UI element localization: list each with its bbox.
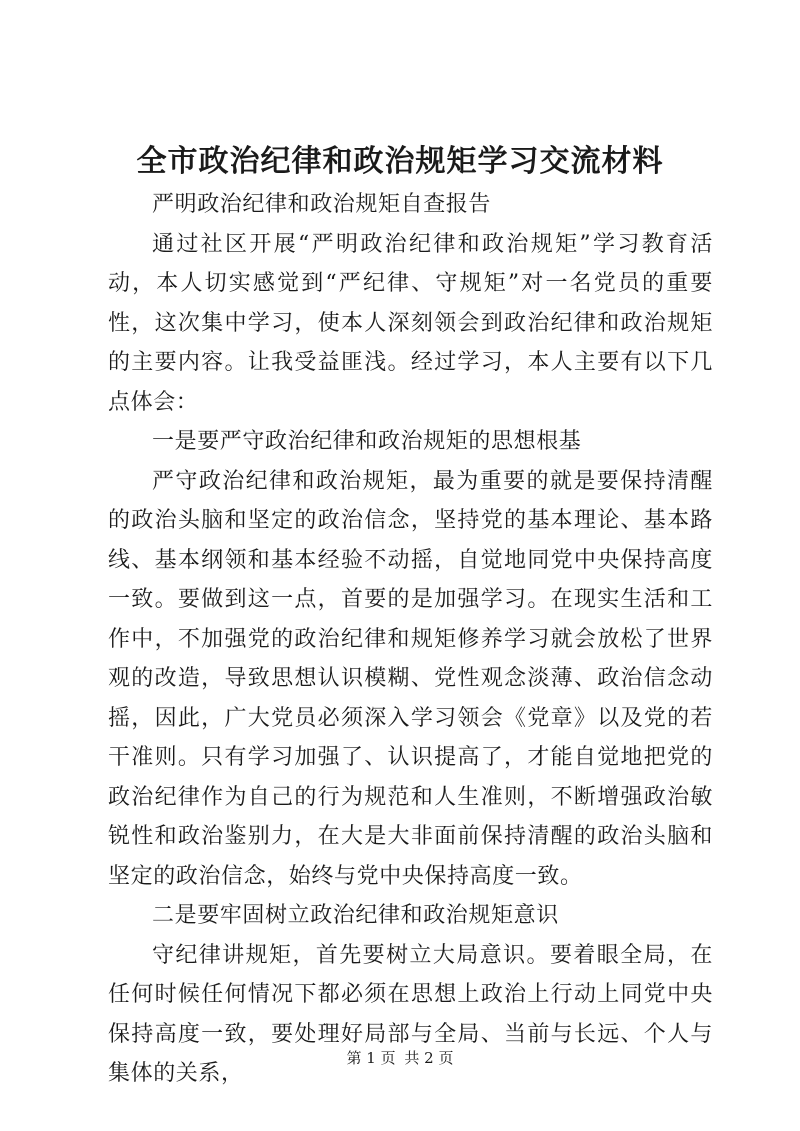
report-subtitle: 严明政治纪律和政治规矩自查报告	[152, 192, 492, 217]
section-2-paragraph: 守纪律讲规矩，首先要树立大局意识。要着眼全局，在任何时候任何情况下都必须在思想上政治上行动上同党中央保持高度一致，要处理好局部与全局、当前与长远、个人与集体的关系，	[108, 942, 713, 1086]
document-body	[108, 185, 713, 1094]
section-1-paragraph: 严守政治纪律和政治规矩，最为重要的就是要保持清醒的政治头脑和坚定的政治信念，坚持党的基本理论、基本路线、基本纲领和基本经验不动摇，自觉地同党中央保持高度一致。要做到这一点，首要的是加强学习。在现实生活和工作中，不加强党的政治纪律和规矩修养学习就会放松了世界观的改造，导致思想认识模糊、党性观念淡薄、政治信念动摇，因此，广大党员必须深入学习领会《党章》以及党的若干准则。只有学习加强了、认识提高了，才能自觉地把党的政治纪律作为自己的行为规范和人生准则，不断增强政治敏锐性和政治鉴别力，在大是大非面前保持清醒的政治头脑和坚定的政治信念，始终与党中央保持高度一致。	[108, 468, 713, 889]
section-heading-2: 二是要牢固树立政治纪律和政治规矩意识	[152, 903, 559, 928]
page-number: 第 1 页	[346, 1049, 396, 1067]
intro-paragraph: 通过社区开展“严明政治纪律和政治规矩”学习教育活动，本人切实感觉到“严纪律、守规矩”对一名党员的重要性，这次集中学习，使本人深刻领会到政治纪律和政治规矩的主要内容。让我受益匪浅。经过学习，本人主要有以下几点体会：	[108, 231, 713, 415]
document-title: 全市政治纪律和政治规矩学习交流材料	[136, 144, 664, 179]
section-heading-1: 一是要严守政治纪律和政治规矩的思想根基	[152, 429, 582, 454]
page-footer	[0, 1048, 800, 1068]
page-total: 共 2 页	[404, 1049, 454, 1067]
